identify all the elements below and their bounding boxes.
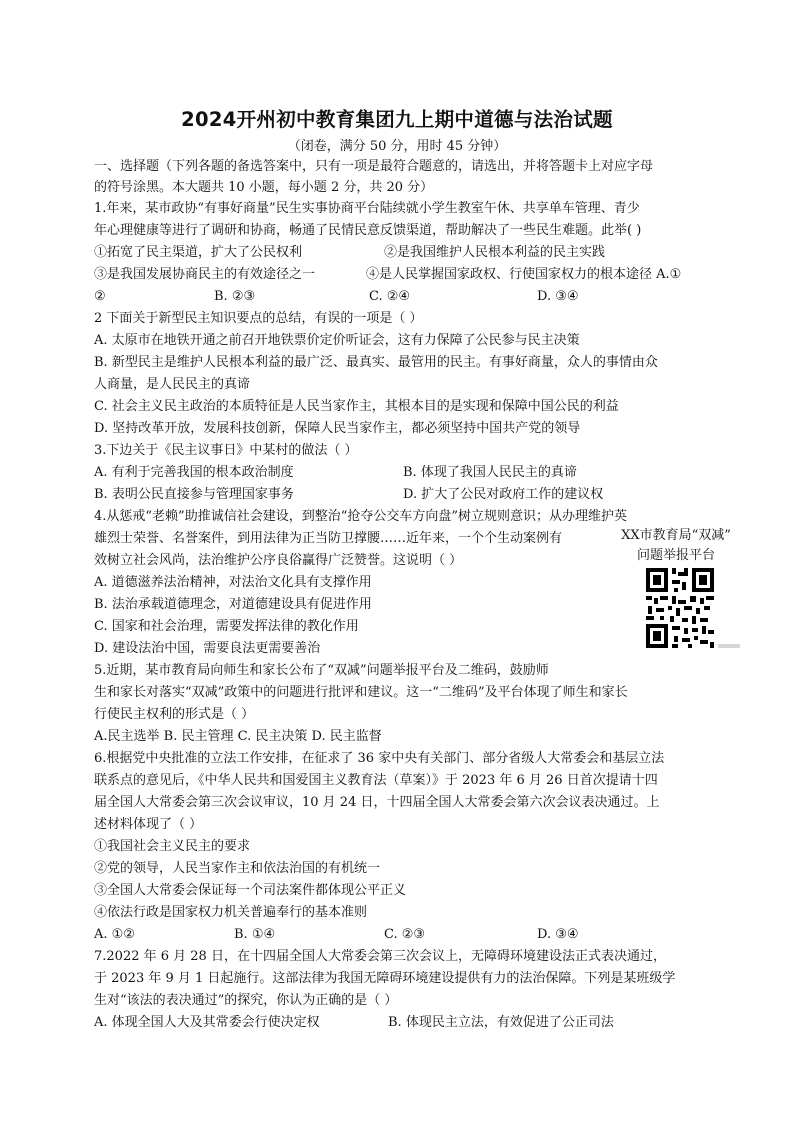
q1-options-row-1 [94,243,714,263]
q5-stem-line-2: 生和家长对落实“双减”政策中的问题进行批评和建议。这一“二维码”及平台体现了师生和家长 [94,685,628,700]
q7-choice-a: A. 体现全国人大及其常委会行使决定权 [94,1015,320,1030]
section-intro-line-2: 的符号涂黑。本大题共 10 小题，每小题 2 分，共 20 分） [94,180,434,195]
q6-statement-3: ③全国人大常委会保证每一个司法案件都体现公平正义 [94,883,407,898]
qr-caption-line-1: XX市教育局“双减” [621,528,731,543]
q1-options-row-2 [94,265,714,285]
q3-choice-a: A. 有利于完善我国的根本政治制度 [94,465,294,480]
q5-options: A.民主选举 B. 民主管理 C. 民主决策 D. 民主监督 [94,729,382,744]
q1-choices-row [94,287,714,307]
qr-caption-line-2: 问题举报平台 [636,548,715,563]
q2-stem: 2 下面关于新型民主知识要点的总结，有误的一项是（ ） [94,311,423,326]
q3-choices-row-1 [94,463,714,483]
q1-statement-2: ②是我国维护人民根本利益的民主实践 [384,245,606,260]
q4-option-d: D. 建设法治中国，需要良法更需要善治 [94,641,321,656]
q7-stem-line-2: 于 2023 年 9 月 1 日起施行。这部法律为我国无障碍环境建设提供有力的法治保障。下列是某班级学 [94,971,676,986]
qr-scan-artifact [718,644,740,648]
q6-choices-row [94,925,714,945]
q6-choice-c: C. ②③ [384,927,426,942]
q1-choice-d: D. ③④ [537,289,579,304]
q4-stem-line-2: 雄烈士荣誉、名誉案件，到用法律为正当防卫撑腰……近年来，一个个生动案例有 [94,531,563,546]
q1-statement-4: ④是人民掌握国家政权、行使国家权力的根本途径 A.① [366,267,682,282]
q2-option-d: D. 坚持改革开放，发展科技创新，保障人民当家作主，都必须坚持中国共产党的领导 [94,421,581,436]
q3-stem: 3.下边关于《民主议事日》中某村的做法（ ） [94,443,358,458]
q3-choice-b: B. 体现了我国人民民主的真谛 [403,465,577,480]
q6-statement-2: ②党的领导，人民当家作主和依法治国的有机统一 [94,861,381,876]
q5-stem-line-1: 5.近期，某市教育局向师生和家长公布了“双减”问题举报平台及二维码，鼓励师 [94,663,549,678]
q6-choice-a: A. ①② [94,927,135,942]
q3-choice-c: B. 表明公民直接参与管理国家事务 [94,487,294,502]
q7-choice-b: B. 体现民主立法，有效促进了公正司法 [388,1015,614,1030]
qr-code-icon[interactable] [644,566,716,650]
q6-stem-line-4: 述材料体现了（ ） [94,817,203,832]
q2-option-a: A. 太原市在地铁开通之前召开地铁票价定价听证会，这有力保障了公民参与民主决策 [94,333,580,348]
q2-option-b-line-2: 人商量，是人民民主的真谛 [94,377,251,392]
q1-choice-c: C. ②④ [369,289,411,304]
q1-choice-a: ② [94,289,106,304]
q6-statement-4: ④依法行政是国家权力机关普遍奉行的基本准则 [94,905,368,920]
q5-stem-line-3: 行使民主权利的形式是（ ） [94,707,255,722]
q1-stem-line-2: 年心理健康等进行了调研和协商，畅通了民情民意反馈渠道，帮助解决了一些民生难题。此举( ) [94,223,642,238]
exam-title: 2024开州初中教育集团九上期中道德与法治试题 [181,108,613,131]
q1-statement-1: ①拓宽了民主渠道，扩大了公民权利 [94,245,303,260]
q4-stem-line-1: 4.从惩戒“老赖”助推诚信社会建设，到整治“抢夺公交车方向盘”树立规则意识；从办理维护英 [94,509,627,524]
q7-stem-line-1: 7.2022 年 6 月 28 日，在十四届全国人大常委会第三次会议上，无障碍环境建设法正式表决通过， [94,949,666,964]
exam-subtitle: （闭卷，满分 50 分，用时 45 分钟） [287,139,507,154]
q3-choices-row-2 [94,485,714,505]
q6-stem-line-1: 6.根据党中央批准的立法工作安排，在征求了 36 家中央有关部门、部分省级人大常委会和基层立法 [94,751,665,766]
q6-stem-line-3: 届全国人大常委会第三次会议审议，10 月 24 日，十四届全国人大常委会第六次会议表决通过。上 [94,795,660,810]
q2-option-b-line-1: B. 新型民主是维护人民根本利益的最广泛、最真实、最管用的民主。有事好商量，众人的事情由众 [94,355,658,370]
q6-choice-b: B. ①④ [234,927,276,942]
q4-option-b: B. 法治承载道德理念，对道德建设具有促进作用 [94,597,372,612]
q1-statement-3: ③是我国发展协商民主的有效途径之一 [94,267,316,282]
q6-choice-d: D. ③④ [537,927,579,942]
q1-choice-b: B. ②③ [214,289,256,304]
q1-stem-line-1: 1.年来，某市政协“有事好商量”民生实事协商平台陆续就小学生教室午休、共享单车管理、青少 [94,201,640,216]
q6-statement-1: ①我国社会主义民主的要求 [94,839,251,854]
q4-option-c: C. 国家和社会治理，需要发挥法律的教化作用 [94,619,359,634]
q2-option-c: C. 社会主义民主政治的本质特征是人民当家作主，其根本目的是实现和保障中国公民的利益 [94,399,619,414]
q4-stem-line-3: 效树立社会风尚，法治维护公序良俗赢得广泛赞誉。这说明（ ） [94,553,463,568]
q4-option-a: A. 道德滋养法治精神，对法治文化具有支撑作用 [94,575,372,590]
q7-stem-line-3: 生对“该法的表决通过”的探究，你认为正确的是（ ） [94,993,398,1008]
q7-choices-row [94,1013,714,1033]
section-intro-line-1: 一、选择题（下列各题的备选答案中，只有一项是最符合题意的，请选出，并将答题卡上对应字母 [94,159,654,174]
q6-stem-line-2: 联系点的意见后，《中华人民共和国爱国主义教育法（草案）》于 2023 年 6 月 26 日首次提请十四 [94,773,658,788]
q3-choice-d: D. 扩大了公民对政府工作的建议权 [403,487,604,502]
